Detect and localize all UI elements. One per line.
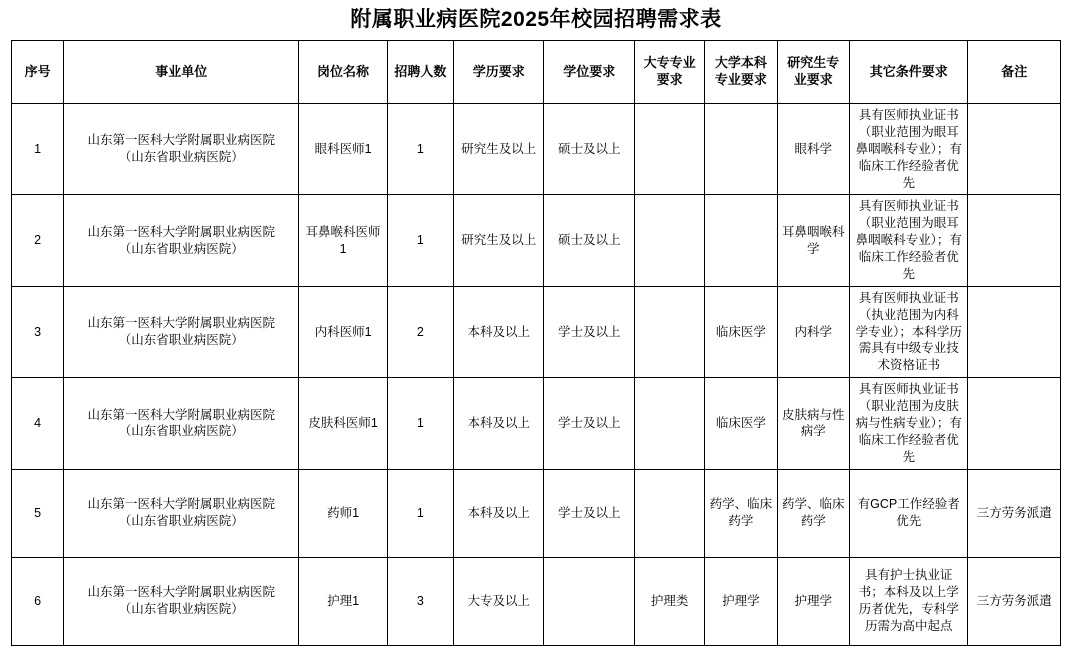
cell-unit xyxy=(64,557,299,645)
unit-name-line1: 山东第一医科大学附属职业病医院 xyxy=(87,224,276,239)
unit-name-line1: 山东第一医科大学附属职业病医院 xyxy=(87,316,276,331)
column-header-bachelor-major: 大学本科专业要求 xyxy=(705,41,777,104)
column-header-college-major: 大专专业要求 xyxy=(634,41,704,104)
cell-other-conditions: 有GCP工作经验者优先 xyxy=(849,469,968,557)
cell-index: 1 xyxy=(12,104,64,195)
table-row xyxy=(12,195,1061,286)
cell-headcount: 1 xyxy=(387,378,453,469)
column-header-headcount: 招聘人数 xyxy=(387,41,453,104)
cell-post: 护理1 xyxy=(299,557,387,645)
cell-other-conditions: 具有医师执业证书（职业范围为眼耳鼻咽喉科专业）；有临床工作经验者优先 xyxy=(849,195,968,286)
column-header-other-conditions: 其它条件要求 xyxy=(849,41,968,104)
cell-degree: 学士及以上 xyxy=(544,469,634,557)
cell-graduate-major: 眼科学 xyxy=(777,104,849,195)
unit-name-line2: （山东省职业病医院） xyxy=(118,241,244,256)
cell-bachelor-major xyxy=(705,104,777,195)
cell-education: 研究生及以上 xyxy=(454,195,544,286)
cell-degree: 硕士及以上 xyxy=(544,104,634,195)
cell-index: 4 xyxy=(12,378,64,469)
cell-remark xyxy=(968,104,1061,195)
cell-headcount: 1 xyxy=(387,104,453,195)
column-header-index: 序号 xyxy=(12,41,64,104)
unit-name-line1: 山东第一医科大学附属职业病医院 xyxy=(87,407,276,422)
cell-graduate-major: 内科学 xyxy=(777,286,849,377)
cell-headcount: 1 xyxy=(387,195,453,286)
cell-bachelor-major: 药学、临床药学 xyxy=(705,469,777,557)
table-row xyxy=(12,557,1061,645)
cell-graduate-major: 药学、临床药学 xyxy=(777,469,849,557)
table-row xyxy=(12,469,1061,557)
cell-unit xyxy=(64,378,299,469)
cell-headcount: 2 xyxy=(387,286,453,377)
cell-college-major xyxy=(634,378,704,469)
unit-name-line2: （山东省职业病医院） xyxy=(118,514,244,529)
cell-degree xyxy=(544,557,634,645)
page-title: 附属职业病医院2025年校园招聘需求表 xyxy=(350,8,722,31)
cell-graduate-major: 皮肤病与性病学 xyxy=(777,378,849,469)
cell-unit xyxy=(64,195,299,286)
cell-other-conditions: 具有医师执业证书（执业范围为内科学专业）；本科学历需具有中级专业技术资格证书 xyxy=(849,286,968,377)
cell-degree: 学士及以上 xyxy=(544,378,634,469)
cell-education: 研究生及以上 xyxy=(454,104,544,195)
cell-unit xyxy=(64,286,299,377)
cell-post: 耳鼻喉科医师1 xyxy=(299,195,387,286)
cell-degree: 学士及以上 xyxy=(544,286,634,377)
unit-name-line2: （山东省职业病医院） xyxy=(118,602,244,617)
cell-bachelor-major: 临床医学 xyxy=(705,378,777,469)
cell-bachelor-major: 临床医学 xyxy=(705,286,777,377)
cell-headcount: 3 xyxy=(387,557,453,645)
cell-college-major xyxy=(634,104,704,195)
column-header-remark: 备注 xyxy=(968,41,1061,104)
cell-post: 眼科医师1 xyxy=(299,104,387,195)
cell-education: 本科及以上 xyxy=(454,286,544,377)
cell-education: 大专及以上 xyxy=(454,557,544,645)
cell-other-conditions: 具有护士执业证书；本科及以上学历者优先，专科学历需为高中起点 xyxy=(849,557,968,645)
cell-index: 3 xyxy=(12,286,64,377)
table-row xyxy=(12,286,1061,377)
unit-name-line1: 山东第一医科大学附属职业病医院 xyxy=(87,585,276,600)
cell-graduate-major: 护理学 xyxy=(777,557,849,645)
cell-graduate-major: 耳鼻咽喉科学 xyxy=(777,195,849,286)
unit-name-line2: （山东省职业病医院） xyxy=(118,150,244,165)
column-header-post: 岗位名称 xyxy=(299,41,387,104)
table-row xyxy=(12,104,1061,195)
cell-college-major: 护理类 xyxy=(634,557,704,645)
cell-bachelor-major: 护理学 xyxy=(705,557,777,645)
cell-index: 6 xyxy=(12,557,64,645)
cell-education: 本科及以上 xyxy=(454,378,544,469)
cell-college-major xyxy=(634,195,704,286)
table-header xyxy=(12,41,1061,104)
cell-unit xyxy=(64,469,299,557)
unit-name-line2: （山东省职业病医院） xyxy=(118,424,244,439)
table-row xyxy=(12,378,1061,469)
cell-post: 内科医师1 xyxy=(299,286,387,377)
cell-unit xyxy=(64,104,299,195)
column-header-education: 学历要求 xyxy=(454,41,544,104)
cell-education: 本科及以上 xyxy=(454,469,544,557)
cell-bachelor-major xyxy=(705,195,777,286)
column-header-unit: 事业单位 xyxy=(64,41,299,104)
cell-remark xyxy=(968,286,1061,377)
table-body xyxy=(12,104,1061,646)
cell-index: 5 xyxy=(12,469,64,557)
cell-college-major xyxy=(634,286,704,377)
recruitment-requirements-table xyxy=(11,40,1061,646)
cell-remark xyxy=(968,195,1061,286)
cell-college-major xyxy=(634,469,704,557)
unit-name-line2: （山东省职业病医院） xyxy=(118,333,244,348)
cell-degree: 硕士及以上 xyxy=(544,195,634,286)
cell-remark: 三方劳务派遣 xyxy=(968,557,1061,645)
cell-post: 皮肤科医师1 xyxy=(299,378,387,469)
cell-post: 药师1 xyxy=(299,469,387,557)
unit-name-line1: 山东第一医科大学附属职业病医院 xyxy=(87,497,276,512)
cell-remark xyxy=(968,378,1061,469)
column-header-degree: 学位要求 xyxy=(544,41,634,104)
unit-name-line1: 山东第一医科大学附属职业病医院 xyxy=(87,133,276,148)
table-header-row xyxy=(12,41,1061,104)
cell-remark: 三方劳务派遣 xyxy=(968,469,1061,557)
cell-other-conditions: 具有医师执业证书（职业范围为眼耳鼻咽喉科专业）；有临床工作经验者优先 xyxy=(849,104,968,195)
column-header-graduate-major: 研究生专业要求 xyxy=(777,41,849,104)
cell-index: 2 xyxy=(12,195,64,286)
cell-headcount: 1 xyxy=(387,469,453,557)
cell-other-conditions: 具有医师执业证书（职业范围为皮肤病与性病专业）；有临床工作经验者优先 xyxy=(849,378,968,469)
